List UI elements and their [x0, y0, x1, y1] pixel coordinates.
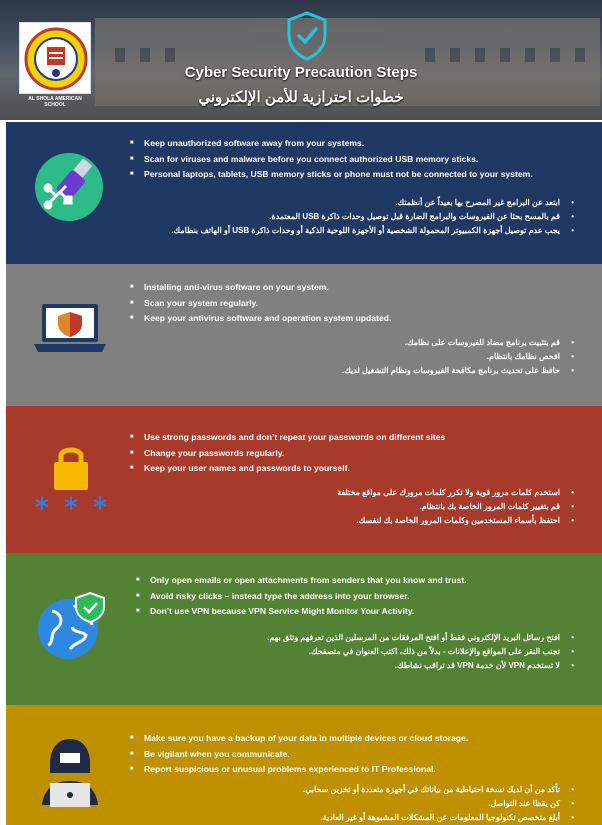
tip-ar: • احتفظ بأسماء المستخدمين وكلمات المرور الخاصة بك لنفسك.	[136, 514, 574, 528]
tip-ar: • قم بتغيير كلمات المرور الخاصة بك بانتظام.	[136, 500, 574, 514]
tip-ar: • كن يقظا عند التواصل.	[136, 797, 574, 811]
tip-ar: • قم بتثبيت برنامج مضاد للفيروسات على نظامك.	[136, 336, 574, 350]
tip-ar: • أبلغ متخصص تكنولوجيا المعلومات عن المشكلات المشبوهة أو غير العادية.	[136, 811, 574, 825]
tip-ar: • استخدم كلمات مرور قوية ولا تكرر كلمات مرورك على مواقع مختلفة	[136, 486, 574, 500]
shield-check-icon	[284, 10, 330, 62]
tip-ar: • تجنب النقر على المواقع والإعلانات - بدلاً من ذلك، اكتب العنوان في متصفحك.	[156, 645, 574, 659]
tip-ar: • تأكد من أن لديك نسخة احتياطية من بياناتك في أجهزة متعددة أو تخزين سحابي.	[136, 783, 574, 797]
section-antivirus	[6, 264, 602, 406]
laptop-shield-icon	[32, 300, 108, 360]
section-backup-reporting	[6, 705, 602, 825]
padlock-password-icon	[30, 440, 112, 516]
header-banner	[0, 0, 602, 120]
tip-en: ■ Avoid risky clicks – instead type the address into your browser.	[136, 589, 596, 605]
page-title-ar: خطوات احترازية للأمن الإلكتروني	[198, 89, 404, 106]
tip-en: ■ Only open emails or open attachments from senders that you know and trust.	[136, 573, 596, 589]
tip-ar: • ابتعد عن البرامج غير المصرح بها بعيداً عن أنظمتك.	[136, 196, 574, 210]
page-title-en: Cyber Security Precaution Steps	[184, 64, 418, 81]
globe-shield-icon	[34, 589, 108, 663]
tip-en: ■ Scan for viruses and malware before you connect authorized USB memory sticks.	[130, 152, 596, 168]
tip-en: ■ Use strong passwords and don’t repeat your passwords on different sites	[130, 430, 596, 446]
tip-en: ■ Be vigilant when you communicate.	[130, 747, 596, 763]
hacker-laptop-icon	[36, 735, 104, 807]
tip-ar: • يجب عدم توصيل أجهزة الكمبيوتر المحمولة الشخصية أو الأجهزة اللوحية الذكية أو وحدات ذاكرة USB أو الهاتف بنظامك.	[136, 224, 574, 238]
tip-ar: • افحص نظامك بانتظام.	[136, 350, 574, 364]
tip-en: ■ Personal laptops, tablets, USB memory sticks or phone must not be connected to your system.	[130, 167, 596, 183]
tip-en: ■ Make sure you have a backup of your data in multiple devices or cloud storage.	[130, 731, 596, 747]
section-email-browsing	[6, 553, 602, 705]
tip-en: ■ Keep your user names and passwords to yourself.	[130, 461, 596, 477]
tip-en: ■ Keep unauthorized software away from your systems.	[130, 136, 596, 152]
tip-ar: • حافظ على تحديث برنامج مكافحة الفيروسات ونظام التشغيل لديك.	[136, 364, 574, 378]
section-usb-safety	[6, 122, 602, 264]
school-logo-text: AL SHOLA AMERICAN SCHOOL	[28, 96, 82, 108]
section-passwords	[6, 406, 602, 553]
school-logo-icon	[19, 22, 91, 94]
tip-en: ■ Installing anti-virus software on your system.	[130, 280, 596, 296]
tip-en: ■ Scan your system regularly.	[130, 296, 596, 312]
tip-en: ■ Don’t use VPN because VPN Service Might Monitor Your Activity.	[136, 604, 596, 620]
tip-en: ■ Report suspicious or unusual problems experienced to IT Professional.	[130, 762, 596, 778]
tip-ar: • قم بالمسح بحثا عن الفيروسات والبرامج الضارة قبل توصيل وحدات ذاكرة USB المعتمدة.	[136, 210, 574, 224]
tip-en: ■ Change your passwords regularly.	[130, 446, 596, 462]
tip-en: ■ Keep your antivirus software and operation system updated.	[130, 311, 596, 327]
usb-icon	[34, 152, 104, 222]
tip-ar: • لا تستخدم VPN لأن خدمة VPN قد تراقب نشاطك.	[156, 659, 574, 673]
tip-ar: • افتح رسائل البريد الإلكتروني فقط أو افتح المرفقات من المرسلين الذين تعرفهم وتثق بهم.	[156, 631, 574, 645]
